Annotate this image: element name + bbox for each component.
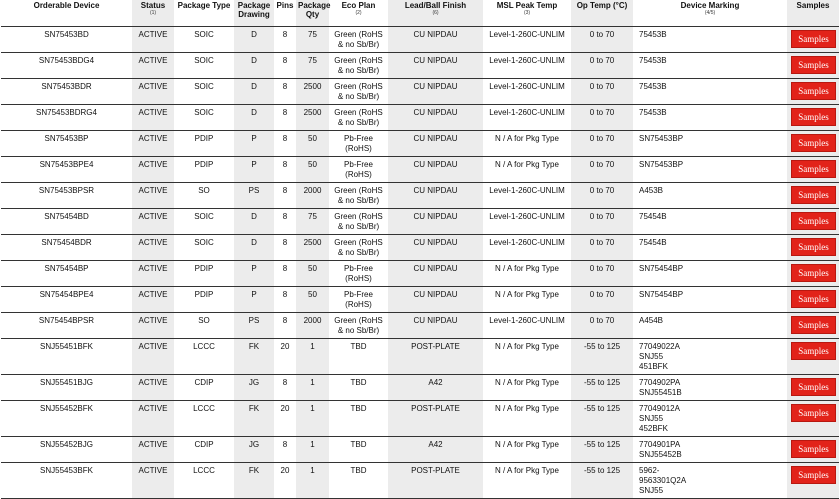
- op-temp-cell: 0 to 70: [571, 260, 633, 286]
- pins-cell: 8: [274, 234, 296, 260]
- lead-finish-cell: CU NIPDAU: [388, 286, 483, 312]
- eco-plan-cell: Pb-Free (RoHS): [329, 260, 388, 286]
- pins-cell: 8: [274, 286, 296, 312]
- samples-cell: [787, 52, 839, 78]
- op-temp-cell: 0 to 70: [571, 208, 633, 234]
- samples-cell: [787, 130, 839, 156]
- lead-finish-cell: CU NIPDAU: [388, 182, 483, 208]
- header-device-marking: Device Marking (4/5): [633, 0, 787, 26]
- package-drawing-cell: P: [234, 260, 274, 286]
- msl-peak-temp-cell: Level-1-260C-UNLIM: [483, 26, 571, 52]
- package-type-cell: PDIP: [174, 286, 234, 312]
- table-row: [1, 156, 839, 182]
- lead-finish-cell: CU NIPDAU: [388, 26, 483, 52]
- device-cell: SNJ55452BJG: [1, 436, 132, 462]
- package-qty-cell: 1: [296, 338, 329, 374]
- package-type-cell: SO: [174, 182, 234, 208]
- pins-cell: 8: [274, 130, 296, 156]
- pins-cell: 20: [274, 338, 296, 374]
- samples-button[interactable]: Samples: [791, 160, 836, 178]
- op-temp-cell: 0 to 70: [571, 234, 633, 260]
- pins-cell: 20: [274, 462, 296, 498]
- package-drawing-cell: JG: [234, 374, 274, 400]
- samples-cell: [787, 182, 839, 208]
- samples-button[interactable]: Samples: [791, 56, 836, 74]
- device-marking-cell: A453B: [633, 182, 787, 208]
- package-type-cell: LCCC: [174, 462, 234, 498]
- table-row: [1, 130, 839, 156]
- package-type-cell: LCCC: [174, 338, 234, 374]
- header-msl-peak-temp: MSL Peak Temp (3): [483, 0, 571, 26]
- samples-button[interactable]: Samples: [791, 82, 836, 100]
- status-cell: ACTIVE: [132, 312, 174, 338]
- package-qty-cell: 50: [296, 156, 329, 182]
- op-temp-cell: 0 to 70: [571, 156, 633, 182]
- op-temp-cell: -55 to 125: [571, 462, 633, 498]
- eco-plan-cell: TBD: [329, 436, 388, 462]
- lead-finish-cell: POST-PLATE: [388, 338, 483, 374]
- samples-cell: [787, 374, 839, 400]
- eco-plan-cell: Green (RoHS & no Sb/Br): [329, 182, 388, 208]
- op-temp-cell: 0 to 70: [571, 52, 633, 78]
- device-cell: SNJ55453BFK: [1, 462, 132, 498]
- status-cell: ACTIVE: [132, 78, 174, 104]
- samples-button[interactable]: Samples: [791, 342, 836, 360]
- device-marking-cell: 75453B: [633, 52, 787, 78]
- eco-plan-cell: Pb-Free (RoHS): [329, 130, 388, 156]
- samples-button[interactable]: Samples: [791, 404, 836, 422]
- samples-button[interactable]: Samples: [791, 108, 836, 126]
- package-drawing-cell: P: [234, 130, 274, 156]
- msl-peak-temp-cell: N / A for Pkg Type: [483, 260, 571, 286]
- op-temp-cell: 0 to 70: [571, 26, 633, 52]
- samples-cell: [787, 436, 839, 462]
- package-drawing-cell: D: [234, 26, 274, 52]
- op-temp-cell: 0 to 70: [571, 130, 633, 156]
- lead-finish-cell: CU NIPDAU: [388, 104, 483, 130]
- samples-cell: [787, 104, 839, 130]
- package-drawing-cell: JG: [234, 436, 274, 462]
- msl-peak-temp-cell: Level-1-260C-UNLIM: [483, 234, 571, 260]
- msl-peak-temp-cell: Level-1-260C-UNLIM: [483, 52, 571, 78]
- table-row: [1, 338, 839, 374]
- pins-cell: 8: [274, 26, 296, 52]
- table-row: [1, 78, 839, 104]
- device-cell: SN75453BPE4: [1, 156, 132, 182]
- package-qty-cell: 2500: [296, 104, 329, 130]
- op-temp-cell: -55 to 125: [571, 436, 633, 462]
- status-cell: ACTIVE: [132, 436, 174, 462]
- device-marking-cell: SN75453BP: [633, 130, 787, 156]
- eco-plan-cell: Green (RoHS & no Sb/Br): [329, 26, 388, 52]
- package-type-cell: PDIP: [174, 260, 234, 286]
- op-temp-cell: -55 to 125: [571, 338, 633, 374]
- table-row: [1, 104, 839, 130]
- device-marking-cell: 77049012A SNJ55 452BFK: [633, 400, 787, 436]
- device-marking-cell: 75453B: [633, 26, 787, 52]
- package-qty-cell: 2500: [296, 234, 329, 260]
- table-row: [1, 436, 839, 462]
- package-drawing-cell: P: [234, 286, 274, 312]
- table-row: [1, 234, 839, 260]
- samples-cell: [787, 78, 839, 104]
- header-eco-plan: Eco Plan (2): [329, 0, 388, 26]
- package-drawing-cell: PS: [234, 312, 274, 338]
- status-cell: ACTIVE: [132, 374, 174, 400]
- samples-cell: [787, 260, 839, 286]
- status-cell: ACTIVE: [132, 260, 174, 286]
- status-cell: ACTIVE: [132, 234, 174, 260]
- msl-peak-temp-cell: N / A for Pkg Type: [483, 374, 571, 400]
- pins-cell: 8: [274, 78, 296, 104]
- package-qty-cell: 1: [296, 400, 329, 436]
- header-package-qty: Package Qty: [296, 0, 329, 26]
- eco-plan-cell: Green (RoHS & no Sb/Br): [329, 104, 388, 130]
- pins-cell: 8: [274, 156, 296, 182]
- msl-peak-temp-cell: Level-1-260C-UNLIM: [483, 182, 571, 208]
- samples-button[interactable]: Samples: [791, 134, 836, 152]
- lead-finish-cell: CU NIPDAU: [388, 52, 483, 78]
- header-orderable-device: Orderable Device: [1, 0, 132, 26]
- device-marking-cell: 77049022A SNJ55 451BFK: [633, 338, 787, 374]
- device-marking-cell: SN75453BP: [633, 156, 787, 182]
- samples-cell: [787, 26, 839, 52]
- msl-peak-temp-cell: N / A for Pkg Type: [483, 130, 571, 156]
- device-marking-cell: 5962- 9563301Q2A SNJ55: [633, 462, 787, 498]
- msl-peak-temp-cell: Level-1-260C-UNLIM: [483, 208, 571, 234]
- device-cell: SN75453BDRG4: [1, 104, 132, 130]
- package-type-cell: CDIP: [174, 436, 234, 462]
- package-drawing-cell: D: [234, 78, 274, 104]
- pins-cell: 8: [274, 374, 296, 400]
- status-cell: ACTIVE: [132, 286, 174, 312]
- op-temp-cell: 0 to 70: [571, 286, 633, 312]
- samples-cell: [787, 400, 839, 436]
- header-lead-finish: Lead/Ball Finish (6): [388, 0, 483, 26]
- package-type-cell: CDIP: [174, 374, 234, 400]
- pins-cell: 20: [274, 400, 296, 436]
- table-row: [1, 462, 839, 498]
- table-row: [1, 26, 839, 52]
- lead-finish-cell: CU NIPDAU: [388, 312, 483, 338]
- header-samples: Samples: [787, 0, 839, 26]
- package-type-cell: SOIC: [174, 104, 234, 130]
- device-cell: SN75454BPE4: [1, 286, 132, 312]
- package-type-cell: PDIP: [174, 130, 234, 156]
- table-row: [1, 208, 839, 234]
- device-cell: SN75453BDG4: [1, 52, 132, 78]
- package-type-cell: SO: [174, 312, 234, 338]
- eco-plan-cell: TBD: [329, 462, 388, 498]
- eco-plan-cell: Pb-Free (RoHS): [329, 156, 388, 182]
- package-qty-cell: 2000: [296, 312, 329, 338]
- samples-button[interactable]: Samples: [791, 30, 836, 48]
- samples-cell: [787, 234, 839, 260]
- samples-cell: [787, 286, 839, 312]
- samples-button[interactable]: Samples: [791, 290, 836, 308]
- device-cell: SN75454BD: [1, 208, 132, 234]
- samples-button[interactable]: Samples: [791, 378, 836, 396]
- lead-finish-cell: CU NIPDAU: [388, 260, 483, 286]
- op-temp-cell: 0 to 70: [571, 104, 633, 130]
- package-drawing-cell: D: [234, 52, 274, 78]
- device-cell: SN75454BPSR: [1, 312, 132, 338]
- package-type-cell: SOIC: [174, 26, 234, 52]
- msl-peak-temp-cell: N / A for Pkg Type: [483, 286, 571, 312]
- package-drawing-cell: FK: [234, 400, 274, 436]
- table-row: [1, 52, 839, 78]
- device-marking-cell: SN75454BP: [633, 286, 787, 312]
- package-qty-cell: 75: [296, 208, 329, 234]
- status-cell: ACTIVE: [132, 400, 174, 436]
- device-marking-cell: A454B: [633, 312, 787, 338]
- device-cell: SNJ55451BFK: [1, 338, 132, 374]
- device-cell: SN75453BP: [1, 130, 132, 156]
- op-temp-cell: 0 to 70: [571, 78, 633, 104]
- samples-cell: [787, 208, 839, 234]
- samples-button[interactable]: Samples: [791, 316, 836, 334]
- package-drawing-cell: FK: [234, 462, 274, 498]
- status-cell: ACTIVE: [132, 182, 174, 208]
- header-status: Status (1): [132, 0, 174, 26]
- samples-button[interactable]: Samples: [791, 264, 836, 282]
- package-qty-cell: 50: [296, 260, 329, 286]
- device-marking-cell: 75453B: [633, 104, 787, 130]
- lead-finish-cell: CU NIPDAU: [388, 234, 483, 260]
- msl-peak-temp-cell: Level-1-260C-UNLIM: [483, 312, 571, 338]
- device-marking-cell: 75454B: [633, 234, 787, 260]
- package-qty-cell: 1: [296, 436, 329, 462]
- samples-cell: [787, 462, 839, 498]
- device-marking-cell: SN75454BP: [633, 260, 787, 286]
- op-temp-cell: -55 to 125: [571, 374, 633, 400]
- eco-plan-cell: Pb-Free (RoHS): [329, 286, 388, 312]
- package-type-cell: SOIC: [174, 208, 234, 234]
- package-qty-cell: 1: [296, 462, 329, 498]
- package-type-cell: SOIC: [174, 234, 234, 260]
- eco-plan-cell: TBD: [329, 374, 388, 400]
- msl-peak-temp-cell: Level-1-260C-UNLIM: [483, 104, 571, 130]
- device-cell: SNJ55452BFK: [1, 400, 132, 436]
- eco-plan-cell: TBD: [329, 400, 388, 436]
- pins-cell: 8: [274, 312, 296, 338]
- package-qty-cell: 2000: [296, 182, 329, 208]
- op-temp-cell: 0 to 70: [571, 182, 633, 208]
- package-qty-cell: 50: [296, 130, 329, 156]
- package-drawing-cell: PS: [234, 182, 274, 208]
- lead-finish-cell: POST-PLATE: [388, 462, 483, 498]
- msl-peak-temp-cell: N / A for Pkg Type: [483, 462, 571, 498]
- samples-cell: [787, 156, 839, 182]
- samples-button[interactable]: Samples: [791, 186, 836, 204]
- samples-button[interactable]: Samples: [791, 212, 836, 230]
- msl-peak-temp-cell: Level-1-260C-UNLIM: [483, 78, 571, 104]
- op-temp-cell: 0 to 70: [571, 312, 633, 338]
- lead-finish-cell: A42: [388, 374, 483, 400]
- eco-plan-cell: TBD: [329, 338, 388, 374]
- package-drawing-cell: D: [234, 208, 274, 234]
- status-cell: ACTIVE: [132, 156, 174, 182]
- samples-cell: [787, 338, 839, 374]
- pins-cell: 8: [274, 104, 296, 130]
- package-qty-cell: 75: [296, 26, 329, 52]
- pins-cell: 8: [274, 52, 296, 78]
- device-cell: SN75453BDR: [1, 78, 132, 104]
- device-cell: SNJ55451BJG: [1, 374, 132, 400]
- eco-plan-cell: Green (RoHS & no Sb/Br): [329, 52, 388, 78]
- eco-plan-cell: Green (RoHS & no Sb/Br): [329, 312, 388, 338]
- status-cell: ACTIVE: [132, 104, 174, 130]
- device-marking-cell: 75453B: [633, 78, 787, 104]
- header-op-temp: Op Temp (°C): [571, 0, 633, 26]
- status-cell: ACTIVE: [132, 52, 174, 78]
- package-type-cell: SOIC: [174, 78, 234, 104]
- package-qty-cell: 1: [296, 374, 329, 400]
- eco-plan-cell: Green (RoHS & no Sb/Br): [329, 234, 388, 260]
- device-marking-cell: 75454B: [633, 208, 787, 234]
- table-row: [1, 312, 839, 338]
- device-cell: SN75454BDR: [1, 234, 132, 260]
- msl-peak-temp-cell: N / A for Pkg Type: [483, 400, 571, 436]
- package-qty-cell: 2500: [296, 78, 329, 104]
- package-type-cell: LCCC: [174, 400, 234, 436]
- msl-peak-temp-cell: N / A for Pkg Type: [483, 156, 571, 182]
- package-drawing-cell: P: [234, 156, 274, 182]
- table-row: [1, 260, 839, 286]
- orderable-devices-table: [1, 0, 839, 499]
- pins-cell: 8: [274, 182, 296, 208]
- samples-button[interactable]: Samples: [791, 466, 836, 484]
- samples-button[interactable]: Samples: [791, 440, 836, 458]
- device-marking-cell: 7704901PA SNJ55452B: [633, 436, 787, 462]
- table-row: [1, 182, 839, 208]
- header-pins: Pins: [274, 0, 296, 26]
- device-cell: SN75453BD: [1, 26, 132, 52]
- pins-cell: 8: [274, 260, 296, 286]
- lead-finish-cell: POST-PLATE: [388, 400, 483, 436]
- status-cell: ACTIVE: [132, 208, 174, 234]
- device-cell: SN75454BP: [1, 260, 132, 286]
- pins-cell: 8: [274, 436, 296, 462]
- device-cell: SN75453BPSR: [1, 182, 132, 208]
- lead-finish-cell: A42: [388, 436, 483, 462]
- header-package-type: Package Type: [174, 0, 234, 26]
- status-cell: ACTIVE: [132, 130, 174, 156]
- lead-finish-cell: CU NIPDAU: [388, 208, 483, 234]
- package-drawing-cell: FK: [234, 338, 274, 374]
- lead-finish-cell: CU NIPDAU: [388, 78, 483, 104]
- package-type-cell: SOIC: [174, 52, 234, 78]
- header-package-drawing: Package Drawing: [234, 0, 274, 26]
- table-row: [1, 400, 839, 436]
- status-cell: ACTIVE: [132, 338, 174, 374]
- package-drawing-cell: D: [234, 104, 274, 130]
- samples-button[interactable]: Samples: [791, 238, 836, 256]
- eco-plan-cell: Green (RoHS & no Sb/Br): [329, 208, 388, 234]
- msl-peak-temp-cell: N / A for Pkg Type: [483, 338, 571, 374]
- package-drawing-cell: D: [234, 234, 274, 260]
- status-cell: ACTIVE: [132, 26, 174, 52]
- lead-finish-cell: CU NIPDAU: [388, 130, 483, 156]
- package-type-cell: PDIP: [174, 156, 234, 182]
- status-cell: ACTIVE: [132, 462, 174, 498]
- lead-finish-cell: CU NIPDAU: [388, 156, 483, 182]
- table-header-row: [1, 0, 839, 26]
- package-qty-cell: 50: [296, 286, 329, 312]
- table-row: [1, 286, 839, 312]
- pins-cell: 8: [274, 208, 296, 234]
- samples-cell: [787, 312, 839, 338]
- msl-peak-temp-cell: N / A for Pkg Type: [483, 436, 571, 462]
- table-row: [1, 374, 839, 400]
- package-qty-cell: 75: [296, 52, 329, 78]
- op-temp-cell: -55 to 125: [571, 400, 633, 436]
- eco-plan-cell: Green (RoHS & no Sb/Br): [329, 78, 388, 104]
- device-marking-cell: 7704902PA SNJ55451B: [633, 374, 787, 400]
